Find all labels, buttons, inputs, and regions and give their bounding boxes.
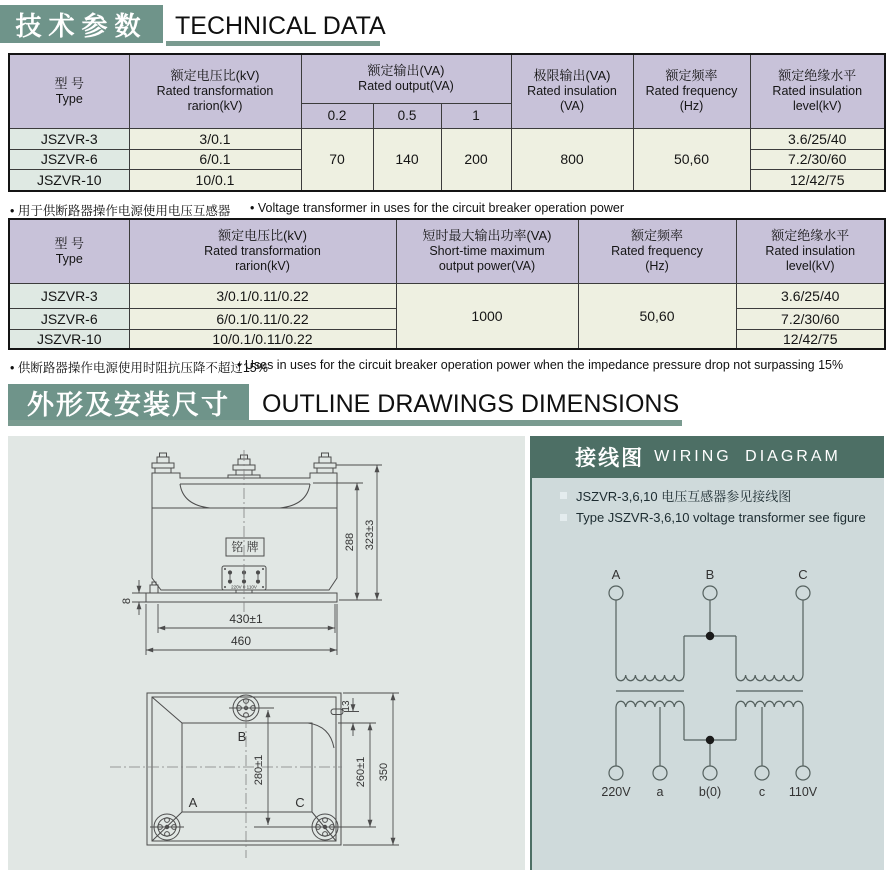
secondary-terminal-a: a <box>656 785 664 799</box>
dim-260: 260±1 <box>355 756 367 788</box>
base-plate <box>146 593 337 602</box>
primary-winding-right <box>736 675 803 681</box>
secondary-terminal-110v: 110V <box>788 785 818 799</box>
secondary-terminal-c: c <box>758 785 766 799</box>
t1-limit: 800 <box>511 128 633 191</box>
primary-terminal-a: A <box>611 567 621 582</box>
t1-level-2: 12/42/75 <box>750 169 885 191</box>
section2-title-en: OUTLINE DRAWINGS DIMENSIONS <box>262 390 680 418</box>
nameplate-label: 铭 牌 <box>231 540 259 554</box>
terminal-label-a: A <box>188 795 198 810</box>
terminal-label-b: B <box>237 729 247 744</box>
dimensions <box>121 465 382 655</box>
t1-h-output: 额定输出(VA) Rated output(VA) <box>301 54 511 103</box>
t1-level-1: 7.2/30/60 <box>750 149 885 169</box>
section1-title-zh: 技术参数 <box>0 5 163 43</box>
t1-ratio-0: 3/0.1 <box>129 128 301 149</box>
note1-en: • Voltage transformer in uses for the circuit breaker operation power <box>250 201 625 215</box>
front-view-drawing <box>8 442 525 682</box>
wiring-title-zh: 接线图 <box>575 447 645 470</box>
outline-drawings-panel <box>8 436 525 870</box>
t1-row-jszvr3 <box>9 128 885 149</box>
top-view-drawing <box>8 686 525 870</box>
terminal-label-c: C <box>295 795 305 810</box>
t1-h-level: 额定绝缘水平 Rated insulation level(kV) <box>750 54 885 128</box>
terminal-circle-C <box>796 586 810 600</box>
t2-level-1: 7.2/30/60 <box>736 308 885 329</box>
secondary-winding-left <box>616 701 684 707</box>
t2-type-0: JSZVR-3 <box>9 283 129 308</box>
terminal-circle-220v <box>609 766 623 780</box>
primary-terminal-b: B <box>705 567 715 582</box>
terminal-circle-A <box>609 586 623 600</box>
right-fillet <box>280 484 310 508</box>
t2-h-type: 型 号 Type <box>9 219 129 283</box>
t1-h-type: 型 号 Type <box>9 54 129 128</box>
t2-type-2: JSZVR-10 <box>9 329 129 349</box>
t2-freq: 50,60 <box>578 283 736 349</box>
terminal-circle-110v <box>796 766 810 780</box>
t1-ratio-2: 10/0.1 <box>129 169 301 191</box>
t2-h-ratio: 额定电压比(kV) Rated transformation rarion(kV) <box>129 219 396 283</box>
t2-ratio-0: 3/0.1/0.11/0.22 <box>129 283 396 308</box>
wiring-diagram <box>532 478 884 870</box>
section1-title-en: TECHNICAL DATA <box>175 12 386 40</box>
t1-type-2: JSZVR-10 <box>9 169 129 191</box>
t2-row-jszvr3 <box>9 283 885 308</box>
t2-level-2: 12/42/75 <box>736 329 885 349</box>
tank-top <box>182 723 312 812</box>
bushing-right <box>314 453 336 473</box>
terminal-circle-c <box>755 766 769 780</box>
dim-460: 460 <box>230 634 252 648</box>
left-fillet <box>180 484 210 508</box>
t1-h-accuracy-02: 0.2 <box>301 103 373 128</box>
note2-zh: • 供断路器操作电源使用时阻抗压降不超过15% <box>10 361 268 375</box>
t1-level-0: 3.6/25/40 <box>750 128 885 149</box>
bushing-left <box>152 453 174 473</box>
t1-h-accuracy-1: 1 <box>441 103 511 128</box>
terminal-circle-B <box>703 586 717 600</box>
t1-type-0: JSZVR-3 <box>9 128 129 149</box>
primary-winding-left <box>616 675 684 681</box>
t1-h-accuracy-05: 0.5 <box>373 103 441 128</box>
secondary-winding-right <box>736 701 803 707</box>
section2-title-zh: 外形及安装尺寸 <box>8 384 249 420</box>
dim-280: 280±1 <box>253 754 265 786</box>
section2-underline <box>8 420 682 426</box>
dim-8: 8 <box>121 597 133 605</box>
t2-type-1: JSZVR-6 <box>9 308 129 329</box>
t1-type-1: JSZVR-6 <box>9 149 129 169</box>
technical-table-2 <box>8 218 886 350</box>
terminal-box-label: 220V 0 110V <box>231 584 257 590</box>
wiring-note-1: JSZVR-3,6,10 电压互感器参见接线图 <box>560 486 791 505</box>
dim-350: 350 <box>378 762 390 782</box>
wiring-header <box>532 436 884 478</box>
primary-neutral-junction <box>706 632 714 640</box>
t1-ratio-1: 6/0.1 <box>129 149 301 169</box>
t2-power: 1000 <box>396 283 578 349</box>
t1-output-1: 200 <box>441 128 511 191</box>
section1-underline <box>166 41 380 46</box>
technical-table-1 <box>8 53 886 192</box>
dim-430: 430±1 <box>229 612 263 626</box>
corner-diagonals <box>152 697 336 841</box>
secondary-terminal-b0: b(0) <box>698 785 722 799</box>
dim-323: 323±3 <box>364 519 376 551</box>
t1-h-ratio: 额定电压比(kV) Rated transformation rarion(kV) <box>129 54 301 128</box>
t1-output-02: 70 <box>301 128 373 191</box>
t2-h-freq: 额定频率 Rated frequency (Hz) <box>578 219 736 283</box>
secondary-terminal-220v: 220V <box>601 785 631 799</box>
terminal-circle-a <box>653 766 667 780</box>
terminal-circle-b0 <box>703 766 717 780</box>
secondary-neutral-junction <box>706 736 714 744</box>
dim-13: 13 <box>341 700 352 712</box>
note1-zh: • 用于供断路器操作电源使用电压互感器 <box>10 204 231 218</box>
t1-h-limit: 极限输出(VA) Rated insulation (VA) <box>511 54 633 128</box>
wiring-note-2: Type JSZVR-3,6,10 voltage transformer see figure <box>560 510 866 525</box>
t1-output-05: 140 <box>373 128 441 191</box>
t2-ratio-1: 6/0.1/0.11/0.22 <box>129 308 396 329</box>
primary-terminal-c: C <box>798 567 808 582</box>
dim-288: 288 <box>344 532 356 552</box>
t1-freq: 50,60 <box>633 128 750 191</box>
note2-en: • Uses in uses for the circuit breaker operation power when the impedance pressure drop not surpassing 15% <box>237 358 844 372</box>
t2-level-0: 3.6/25/40 <box>736 283 885 308</box>
t2-h-power: 短时最大输出功率(VA) Short-time maximum output power(VA) <box>396 219 578 283</box>
wiring-title-en: WIRING DIAGRAM <box>654 448 841 465</box>
t2-h-level: 额定绝缘水平 Rated insulation level(kV) <box>736 219 885 283</box>
wiring-diagram-panel <box>530 436 884 870</box>
t2-ratio-2: 10/0.1/0.11/0.22 <box>129 329 396 349</box>
base-inner-outline <box>152 697 336 841</box>
t1-h-freq: 额定频率 Rated frequency (Hz) <box>633 54 750 128</box>
flange-A <box>150 814 184 840</box>
